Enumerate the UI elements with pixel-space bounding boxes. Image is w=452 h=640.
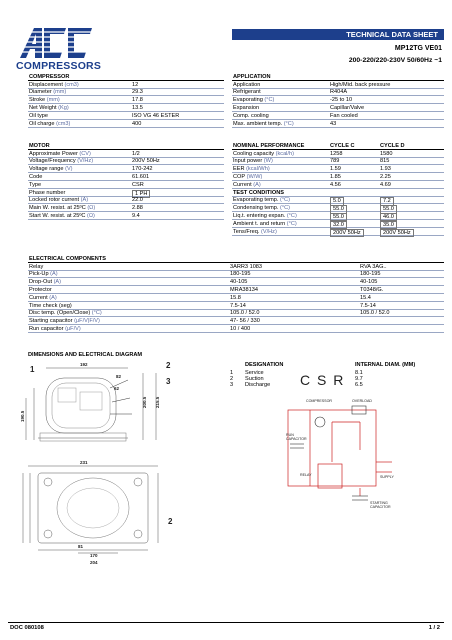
unit-label: (Ω): [87, 205, 96, 212]
row-value: 22.0: [132, 197, 143, 204]
row-label: COP (W/W): [233, 173, 263, 180]
value-cycle-c: 105.0 / 52.0: [230, 310, 260, 317]
value-cycle-c: MRA38134: [230, 286, 258, 293]
value-cycle-d: 35.0: [380, 221, 397, 229]
table-header: [232, 73, 444, 81]
row-label: Application: [233, 81, 261, 88]
value-cycle-c: 1258: [330, 150, 343, 157]
unit-label: (A): [80, 197, 89, 204]
unit-label: (kcal/h): [275, 150, 294, 157]
row-label: Oil type: [29, 112, 48, 119]
unit-label: (V/Hz): [77, 158, 94, 165]
designation-diameter: 6.5: [355, 382, 363, 389]
section-title: NOMINAL PERFORMANCE: [233, 142, 305, 149]
unit-label: (μF/V|F/V): [74, 318, 100, 325]
row-value: R404A: [330, 89, 348, 96]
dim-label: 215.5: [155, 396, 160, 408]
value-cycle-c: 7.5-14: [230, 302, 246, 309]
row-value: 200V 50Hz: [132, 158, 160, 165]
designation-number: 1: [230, 370, 234, 376]
row-value: 2.88: [132, 205, 143, 212]
row-label: Input power (W): [233, 158, 273, 165]
row-label: Relay: [29, 263, 44, 270]
value-cycle-c: 55.0: [330, 213, 347, 221]
value-cycle-c: 32.0: [330, 221, 347, 229]
dim-label: 62: [114, 386, 120, 391]
table-row: [232, 89, 444, 97]
cycle-c-header: CYCLE C: [330, 142, 355, 149]
row-value: 400: [132, 120, 142, 127]
value-cycle-c: 789: [330, 158, 340, 165]
value-cycle-c: 180-195: [230, 271, 251, 278]
value-cycle-d: 1.93: [380, 166, 391, 173]
value-cycle-c: 40-105: [230, 279, 248, 286]
table-row: [28, 294, 444, 302]
unit-label: (μF/V): [65, 325, 81, 332]
unit-label: (A): [49, 294, 57, 301]
row-label: Evaporating temp. (°C): [233, 197, 290, 204]
row-label: Expansion: [233, 104, 260, 111]
diagram-title: DIMENSIONS AND ELECTRICAL DIAGRAM: [28, 352, 143, 358]
section-title: APPLICATION: [233, 73, 271, 80]
table-row: [232, 81, 444, 89]
value-cycle-d: 7.5-14: [360, 302, 376, 309]
row-label: Stroke (mm): [29, 97, 60, 104]
unit-label: (V/Hz): [260, 228, 277, 235]
unit-label: (°C): [286, 220, 297, 227]
table-row: [28, 96, 224, 104]
table-header: [232, 142, 444, 150]
unit-label: (mm): [53, 89, 67, 96]
table-row: [28, 89, 224, 97]
callout-2: 2: [166, 361, 171, 370]
unit-label: (A): [53, 279, 62, 286]
unit-label: (W): [263, 158, 273, 165]
row-label: Type: [29, 181, 42, 188]
row-label: Liq.t. entering expan. (°C): [233, 212, 297, 219]
table-row: [28, 278, 444, 286]
unit-label: (A): [253, 181, 261, 188]
table-row: [232, 181, 444, 189]
model-name: MP12TG VE01: [394, 45, 442, 52]
value-cycle-d: 200V 50Hz: [380, 229, 414, 237]
row-label: Code: [29, 173, 43, 180]
row-label: Run capacitor (μF/V): [29, 325, 81, 332]
table-row: [28, 325, 444, 333]
value-cycle-d: T0348/G.: [360, 286, 384, 293]
row-value: High/Mid. back pressure: [330, 81, 391, 88]
table-row: [232, 197, 444, 205]
callout-1: 1: [30, 365, 35, 374]
section-title: COMPRESSOR: [29, 73, 70, 80]
table-header: [28, 73, 224, 81]
csr-label: C S R: [300, 372, 345, 388]
brand-wordmark: COMPRESSORS: [16, 60, 102, 72]
designation-number: 3: [230, 382, 234, 389]
value-cycle-d: 2.25: [380, 173, 391, 180]
table-row: [232, 228, 444, 236]
value-cycle-d: 105.0 / 52.0: [360, 310, 390, 317]
motor-table: [28, 142, 224, 220]
relay-label: RELAY: [300, 473, 312, 477]
table-row: [232, 220, 444, 228]
dim-label: 170: [90, 553, 98, 558]
dim-label: 200.5: [142, 396, 147, 408]
row-label: Voltage/Frequency (V/Hz): [29, 158, 94, 165]
table-row: [232, 158, 444, 166]
unit-label: (A): [50, 271, 58, 278]
row-label: Starting capacitor (μF/V|F/V): [29, 318, 100, 325]
row-value: -25 to 10: [330, 97, 353, 104]
table-row: [28, 120, 224, 128]
row-label: Cooling capacity (kcal/h): [233, 150, 294, 157]
unit-label: (cm3): [56, 120, 71, 127]
table-row: [232, 104, 444, 112]
dim-label: 81: [78, 544, 84, 549]
unit-label: (Ω): [87, 212, 95, 219]
row-label: Current (A): [29, 294, 57, 301]
table-row: [28, 165, 224, 173]
performance-table: [232, 142, 444, 236]
wiring-diagram: [280, 392, 400, 514]
value-cycle-c: 5.0: [330, 197, 344, 205]
row-value: 12: [132, 81, 139, 88]
row-label: Phase number: [29, 189, 66, 196]
table-header: [28, 142, 224, 150]
table-row: [28, 317, 444, 325]
value-cycle-c: 200V 50Hz: [330, 229, 364, 237]
callout-3: 3: [166, 377, 171, 386]
unit-label: (°C): [286, 212, 297, 219]
table-row: [232, 112, 444, 120]
table-row: [28, 271, 444, 279]
value-cycle-d: RVA 3AG..: [360, 263, 387, 270]
unit-label: (°C): [283, 120, 294, 127]
table-header: [28, 255, 444, 263]
unit-label: (°C): [264, 97, 275, 104]
value-cycle-d: 7.2: [380, 197, 394, 205]
designation-diameter: 9.7: [355, 376, 363, 383]
designation-number: 2: [230, 376, 234, 383]
dim-label: 192: [80, 362, 88, 367]
row-value: 1 PH: [132, 190, 150, 198]
table-row: [232, 173, 444, 181]
value-cycle-c: 3ARR3 1083: [230, 263, 263, 270]
dim-label: 190.5: [20, 410, 25, 422]
table-row: [28, 81, 224, 89]
table-row: [28, 302, 444, 310]
supply-label: SUPPLY: [380, 475, 394, 479]
table-row: [28, 197, 224, 205]
row-value: 43: [330, 120, 337, 127]
row-label: Condensing temp. (°C): [233, 205, 290, 212]
row-value: 13.5: [132, 104, 143, 111]
row-label: Ambient t. and return (°C): [233, 220, 297, 227]
row-label: Diameter (mm): [29, 89, 67, 96]
table-row: [28, 173, 224, 181]
row-value: 1/2: [132, 150, 140, 157]
voltage-spec: 200-220/220-230V 50/60Hz ~1: [348, 57, 442, 64]
section-title: TEST CONDITIONS: [233, 189, 284, 196]
row-label: Locked rotor current (A): [29, 197, 89, 204]
dim-label: 231: [80, 460, 88, 465]
row-value: 29.3: [132, 89, 143, 96]
table-row: [28, 112, 224, 120]
designation-name: Service: [245, 370, 264, 376]
row-label: Time check (seg): [29, 302, 72, 309]
table-row: [28, 181, 224, 189]
unit-label: (kcal/Wh): [246, 166, 270, 173]
row-label: Drop-Out (A): [29, 279, 62, 286]
value-cycle-c: 1.59: [330, 166, 341, 173]
table-row: [232, 204, 444, 212]
table-row: [28, 104, 224, 112]
designation-name: Discharge: [245, 382, 271, 389]
table-row: [28, 204, 224, 212]
dim-label: 204: [90, 560, 98, 565]
callout-2-base: 2: [168, 517, 173, 526]
table-row: [232, 165, 444, 173]
value-cycle-d: 40-105: [360, 279, 378, 286]
value-cycle-c: 4.56: [330, 181, 341, 188]
table-row: [232, 96, 444, 104]
page-number: 1 / 2: [428, 625, 440, 631]
dimension-drawing: [18, 358, 178, 565]
value-cycle-c: 55.0: [330, 205, 347, 213]
overload-label: OVERLOAD: [352, 399, 372, 403]
value-cycle-c: 1.85: [330, 173, 341, 180]
compressor-label: COMPRESSOR: [306, 399, 332, 403]
starting-capacitor-label: STARTING: [370, 501, 388, 505]
unit-label: (Kg): [58, 104, 69, 111]
row-label: Comp. cooling: [233, 112, 269, 119]
value-cycle-c: 10 / 400: [230, 325, 251, 332]
value-cycle-d: 55.0: [380, 205, 397, 213]
row-label: Disc temp. (Open/Close) (°C): [29, 310, 102, 317]
value-cycle-d: 4.69: [380, 181, 391, 188]
table-row: [232, 212, 444, 220]
value-cycle-d: 815: [380, 158, 390, 165]
cycle-d-header: CYCLE D: [380, 142, 405, 149]
unit-label: (cm3): [64, 81, 79, 88]
row-label: Voltage range (V): [29, 166, 73, 173]
value-cycle-c: 47- 56 / 330: [230, 318, 260, 325]
value-cycle-d: 46.0: [380, 213, 397, 221]
compressor-table: [28, 73, 224, 128]
value-cycle-d: 1580: [380, 150, 393, 157]
designation-diameter: 8.1: [355, 370, 363, 376]
row-label: Approximate Power (CV): [29, 150, 91, 157]
application-table: [232, 73, 444, 128]
table-row: [28, 310, 444, 318]
table-row: [232, 120, 444, 128]
designation-name: Suction: [245, 376, 264, 383]
dim-label: 82: [116, 374, 122, 379]
row-label: Pick-Up (A): [29, 271, 58, 278]
row-label: Start W. resist. at 25ºC (Ω): [29, 212, 95, 219]
unit-label: (°C): [279, 205, 290, 212]
designation-header: DESIGNATION: [245, 362, 284, 368]
table-row: [28, 158, 224, 166]
table-row: [232, 150, 444, 158]
row-label: Evaporating (°C): [233, 97, 275, 104]
unit-label: (mm): [46, 97, 60, 104]
starting-capacitor-label-2: CAPACITOR: [370, 505, 391, 509]
row-label: Oil charge (cm3): [29, 120, 71, 127]
unit-label: (V): [65, 166, 73, 173]
table-row: [28, 263, 444, 271]
row-label: EER (kcal/Wh): [233, 166, 270, 173]
run-capacitor-label: RUN: [286, 433, 294, 437]
table-header: [232, 189, 444, 197]
row-label: Net Weight (Kg): [29, 104, 69, 111]
table-row: [28, 286, 444, 294]
row-label: Displacement (cm3): [29, 81, 79, 88]
value-cycle-c: 15.8: [230, 294, 241, 301]
row-value: 61.601: [132, 173, 150, 180]
row-label: Refrigerant: [233, 89, 261, 96]
row-label: Protector: [29, 286, 52, 293]
value-cycle-d: 180-195: [360, 271, 381, 278]
unit-label: (W/W): [246, 173, 263, 180]
row-value: 170-242: [132, 166, 153, 173]
row-value: ISO VG 46 ESTER: [132, 112, 180, 119]
value-cycle-d: 15.4: [360, 294, 371, 301]
row-value: Capillar/Valve: [330, 104, 365, 111]
row-label: Max. ambient temp. (°C): [233, 120, 294, 127]
row-label: Main W. resist. at 25ºC (Ω): [29, 205, 96, 212]
row-value: 17.8: [132, 97, 143, 104]
table-row: [28, 212, 224, 220]
section-title: MOTOR: [29, 142, 50, 149]
table-row: [28, 150, 224, 158]
section-title: ELECTRICAL COMPONENTS: [29, 255, 106, 262]
row-value: CSR: [132, 181, 144, 188]
footer-divider: [8, 622, 444, 623]
doc-number: DOC 080108: [10, 625, 44, 631]
table-row: [28, 189, 224, 197]
sheet-title: TECHNICAL DATA SHEET: [232, 29, 444, 40]
row-label: Current (A): [233, 181, 261, 188]
row-value: Fan cooled: [330, 112, 358, 119]
run-capacitor-label-2: CAPACITOR: [286, 437, 307, 441]
row-value: 9.4: [132, 212, 140, 219]
unit-label: (°C): [279, 197, 290, 204]
electrical-table: [28, 255, 444, 333]
row-label: Tens/Freq. (V/Hz): [233, 228, 277, 235]
unit-label: (°C): [91, 310, 102, 317]
diameter-header: INTERNAL DIAM. (MM): [355, 362, 416, 368]
unit-label: (CV): [79, 150, 91, 157]
